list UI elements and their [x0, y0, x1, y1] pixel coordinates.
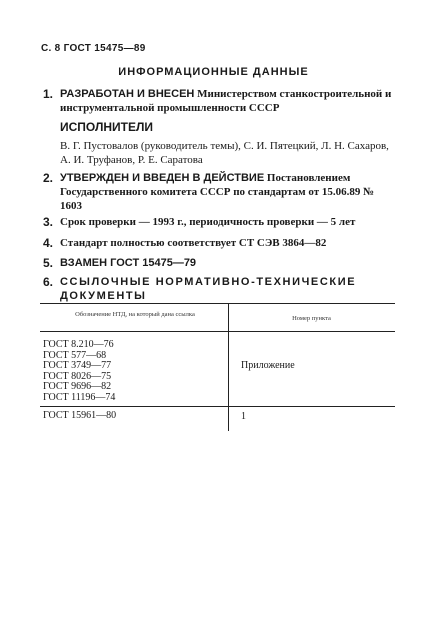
performers-heading: ИСПОЛНИТЕЛИ [60, 120, 154, 134]
table-cell: ГОСТ 8026—75 [43, 370, 112, 382]
performers-names: В. Г. Пустовалов (руководитель темы), С. И. Пятецкий, Л. Н. Сахаров, А. И. Труфанов, Р. Е. Саратова [60, 140, 389, 166]
table-group-rule [40, 406, 395, 407]
item-body: Срок проверки — 1993 г., периодичность проверки — 5 лет [60, 216, 356, 228]
info-item-2 [43, 171, 393, 213]
item-body: Стандарт полностью соответствует СТ СЭВ 3864—82 [60, 237, 327, 249]
page-title: ИНФОРМАЦИОННЫЕ ДАННЫЕ [118, 66, 309, 78]
table-cell: ГОСТ 11196—74 [43, 391, 116, 403]
table-header-document: Обозначение НТД, на который дана ссылка [75, 311, 195, 318]
item-heading: ВЗАМЕН ГОСТ 15475—79 [60, 257, 197, 269]
table-header-point: Номер пункта [292, 315, 331, 322]
table-header-rule [40, 331, 395, 332]
info-item-6 [43, 275, 393, 303]
references-table [40, 303, 395, 433]
item-number: 6. [43, 275, 54, 289]
item-heading: УТВЕРЖДЕН И ВВЕДЕН В ДЕЙСТВИЕ [60, 172, 265, 184]
table-top-rule [40, 303, 395, 304]
item-heading: РАЗРАБОТАН И ВНЕСЕН [60, 88, 195, 100]
info-item-3 [43, 215, 393, 229]
info-item-1 [43, 87, 393, 115]
table-cell-point: 1 [241, 411, 246, 422]
table-cell: ГОСТ 8.210—76 [43, 339, 114, 350]
item-number: 3. [43, 215, 54, 229]
table-row-group-1 [43, 340, 115, 403]
table-cell-appendix: Приложение [241, 360, 295, 371]
item-body: Министерством станкостроительной и инструментальной промышленности СССР [60, 88, 392, 114]
info-item-5 [43, 256, 393, 270]
table-row-group-2: ГОСТ 15961—80 [43, 410, 117, 421]
item-number: 4. [43, 236, 54, 250]
info-item-4 [43, 236, 393, 250]
page-header: С. 8 ГОСТ 15475—89 [41, 43, 146, 54]
item-body: Постановлением Государственного комитета СССР по стандартам от 15.06.89 № 1603 [60, 172, 375, 212]
item-number: 2. [43, 171, 54, 185]
item-heading: ССЫЛОЧНЫЕ НОРМАТИВНО-ТЕХНИЧЕСКИЕ ДОКУМЕНТЫ [60, 276, 357, 302]
table-cell: ГОСТ 577—68 [43, 349, 107, 361]
table-cell: ГОСТ 9696—82 [43, 381, 112, 392]
item-number: 5. [43, 256, 54, 270]
table-cell: ГОСТ 3749—77 [43, 360, 112, 371]
item-number: 1. [43, 87, 54, 101]
